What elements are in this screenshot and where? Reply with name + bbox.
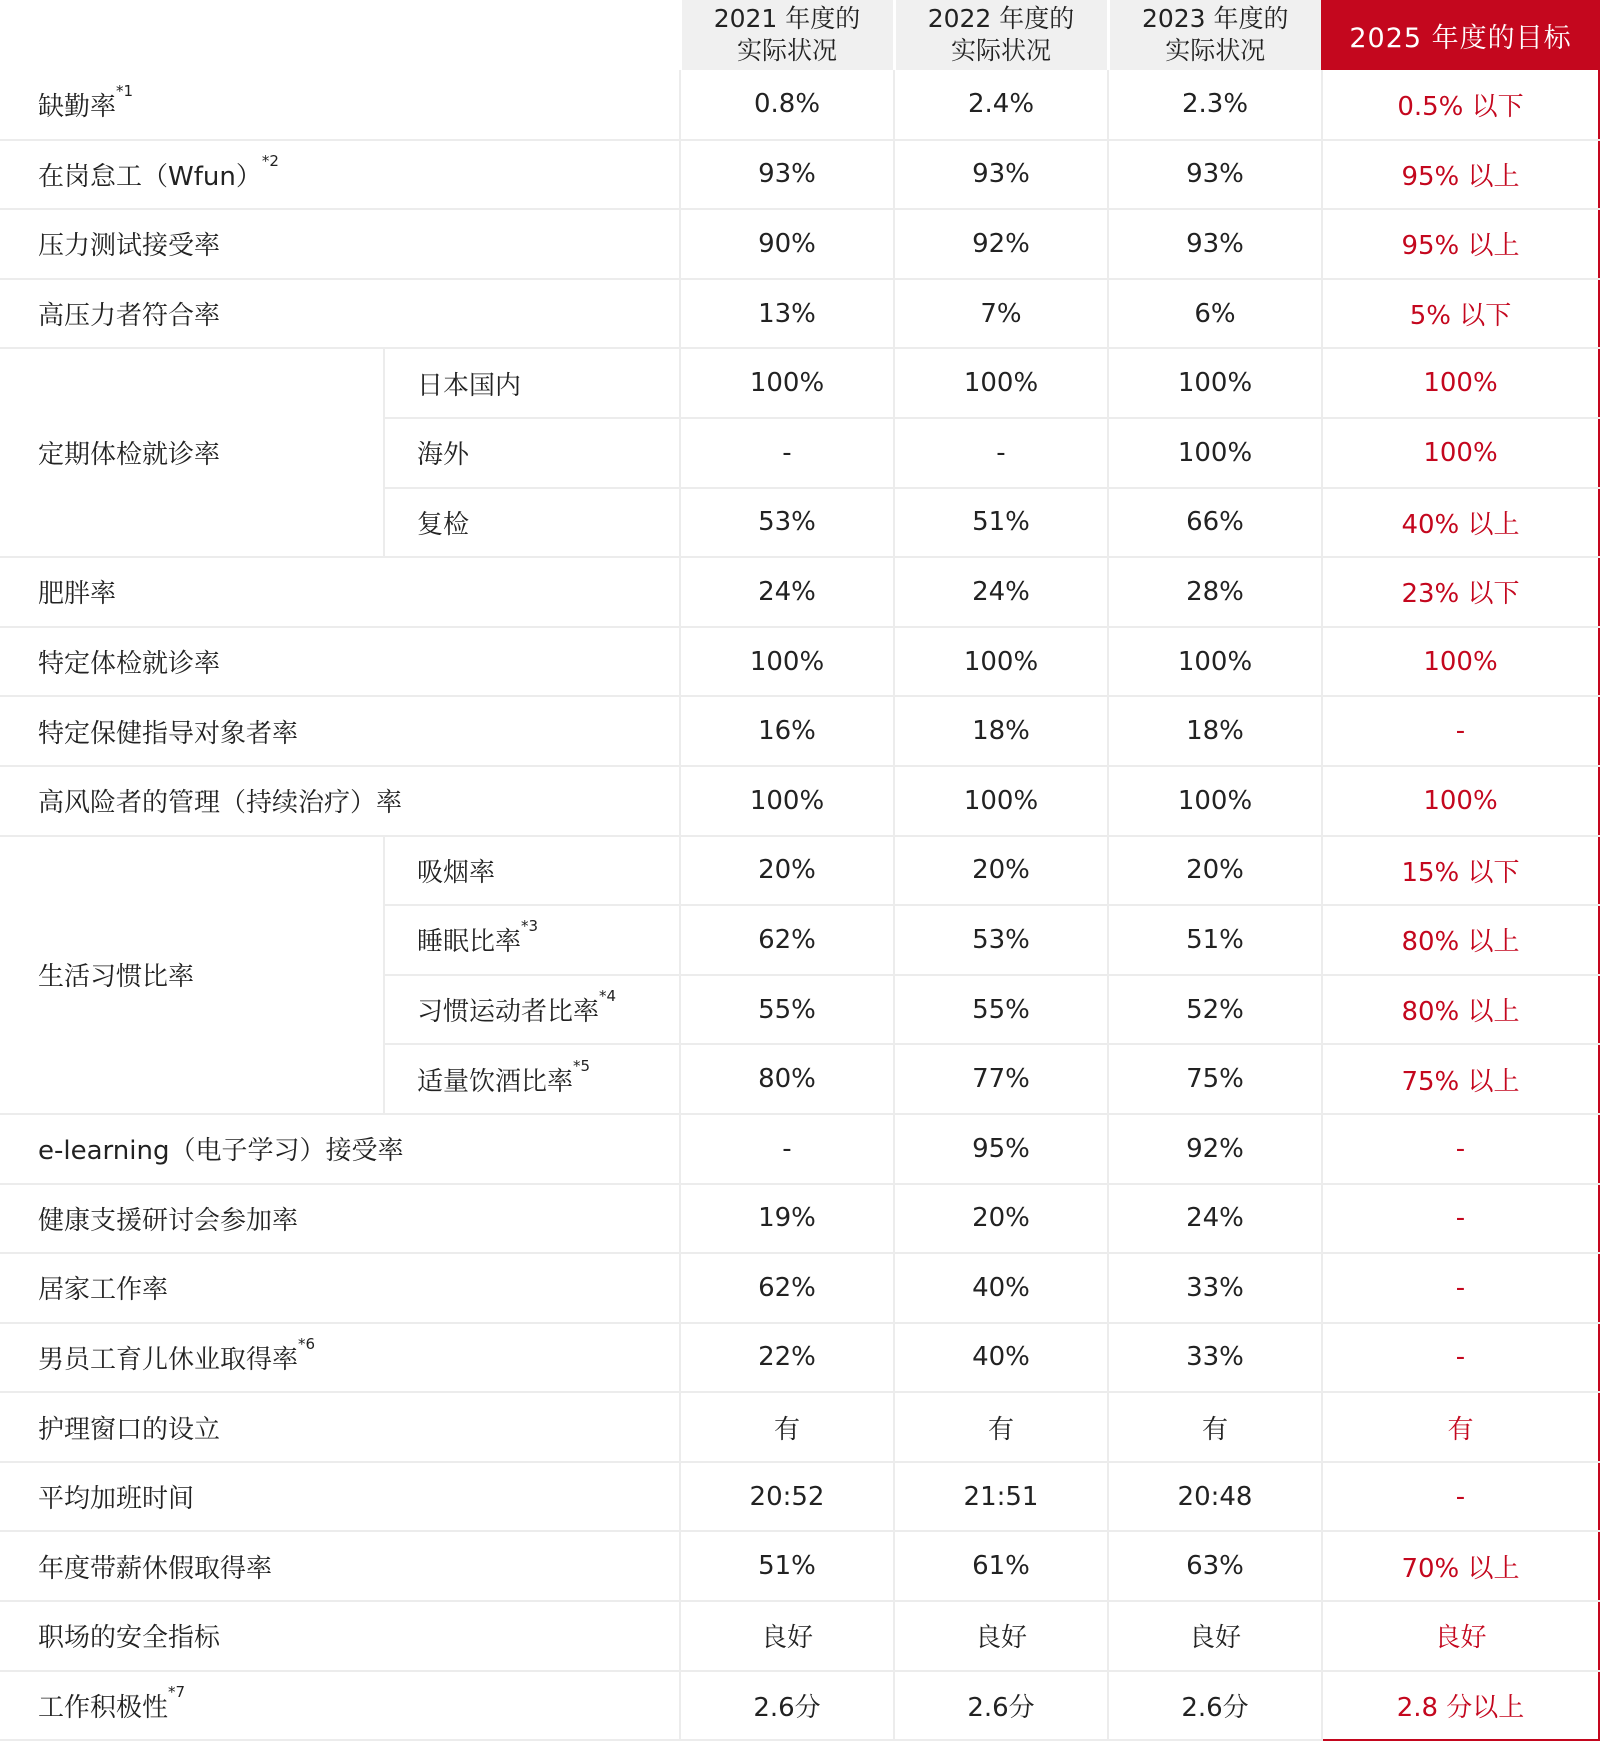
right-gap — [1599, 766, 1605, 836]
value-2021: 62% — [680, 1253, 894, 1323]
right-gap — [1599, 627, 1605, 697]
header-2021 — [680, 0, 894, 70]
table-row — [0, 209, 1605, 279]
value-2021: 90% — [680, 209, 894, 279]
value-2022: 100% — [894, 627, 1108, 697]
value-2021: 80% — [680, 1044, 894, 1114]
value-2023: 93% — [1108, 209, 1322, 279]
value-2021: 22% — [680, 1323, 894, 1393]
right-gap — [1599, 1392, 1605, 1462]
target-2025: 23% 以下 — [1322, 557, 1599, 627]
row-label-text: 压力测试接受率 — [38, 231, 221, 262]
table-row — [0, 1531, 1605, 1601]
value-2022: 良好 — [894, 1601, 1108, 1671]
row-label-text: 吸烟率 — [417, 857, 496, 888]
table-row — [0, 627, 1605, 697]
value-2021: 100% — [680, 627, 894, 697]
row-sub-label — [384, 488, 680, 558]
value-2022: 40% — [894, 1323, 1108, 1393]
target-2025: 5% 以下 — [1322, 279, 1599, 349]
row-label — [0, 696, 680, 766]
value-2021: 20:52 — [680, 1462, 894, 1532]
value-2021: 19% — [680, 1184, 894, 1254]
footnote-marker: *3 — [521, 917, 539, 936]
value-2023: 20:48 — [1108, 1462, 1322, 1532]
value-2022: 2.6分 — [894, 1671, 1108, 1741]
value-2023: 66% — [1108, 488, 1322, 558]
value-2022: 40% — [894, 1253, 1108, 1323]
value-2022: 92% — [894, 209, 1108, 279]
value-2023: 33% — [1108, 1323, 1322, 1393]
table-body — [0, 70, 1605, 1740]
table-row — [0, 1392, 1605, 1462]
value-2023: 93% — [1108, 140, 1322, 210]
value-2022: 18% — [894, 696, 1108, 766]
value-2021: 53% — [680, 488, 894, 558]
value-2023: 20% — [1108, 836, 1322, 906]
value-2023: 51% — [1108, 905, 1322, 975]
row-sub-label — [384, 418, 680, 488]
target-2025: - — [1322, 1462, 1599, 1532]
value-2023: 100% — [1108, 627, 1322, 697]
value-2022: 100% — [894, 766, 1108, 836]
row-label-text: 护理窗口的设立 — [38, 1414, 221, 1445]
value-2022: 53% — [894, 905, 1108, 975]
value-2021: 62% — [680, 905, 894, 975]
row-label-text: 职场的安全指标 — [38, 1623, 221, 1654]
target-2025: 70% 以上 — [1322, 1531, 1599, 1601]
row-label-text: 适量饮酒比率 — [417, 1066, 574, 1097]
right-gap — [1599, 348, 1605, 418]
value-2022: 61% — [894, 1531, 1108, 1601]
right-gap — [1599, 975, 1605, 1045]
value-2023: 有 — [1108, 1392, 1322, 1462]
value-2022: 77% — [894, 1044, 1108, 1114]
row-label — [0, 1531, 680, 1601]
value-2022: 55% — [894, 975, 1108, 1045]
footnote-marker: *5 — [573, 1056, 591, 1075]
table-row — [0, 1601, 1605, 1671]
right-gap — [1599, 1044, 1605, 1114]
value-2022: 100% — [894, 348, 1108, 418]
row-label — [0, 1601, 680, 1671]
target-2025: 有 — [1322, 1392, 1599, 1462]
value-2023: 33% — [1108, 1253, 1322, 1323]
target-2025: 100% — [1322, 627, 1599, 697]
value-2022: 有 — [894, 1392, 1108, 1462]
table-row — [0, 836, 1605, 906]
row-label-text: 工作积极性 — [38, 1692, 169, 1723]
header-2022 — [894, 0, 1108, 70]
value-2022: 21:51 — [894, 1462, 1108, 1532]
table-row — [0, 1114, 1605, 1184]
row-label-text: 复检 — [417, 509, 470, 540]
target-2025: 100% — [1322, 348, 1599, 418]
header-2023 — [1108, 0, 1322, 70]
row-sub-label — [384, 836, 680, 906]
right-gap — [1599, 1253, 1605, 1323]
row-label-text: 平均加班时间 — [38, 1484, 195, 1515]
row-label — [0, 557, 680, 627]
row-label-text: 男员工育儿休业取得率 — [38, 1344, 299, 1375]
target-2025: 40% 以上 — [1322, 488, 1599, 558]
row-label — [0, 1323, 680, 1393]
table-row — [0, 1253, 1605, 1323]
value-2023: 6% — [1108, 279, 1322, 349]
value-2023: 良好 — [1108, 1601, 1322, 1671]
row-label — [0, 1253, 680, 1323]
table-row — [0, 140, 1605, 210]
right-gap — [1599, 418, 1605, 488]
right-gap — [1599, 836, 1605, 906]
row-label — [0, 766, 680, 836]
right-gap — [1599, 905, 1605, 975]
value-2021: - — [680, 1114, 894, 1184]
target-2025: - — [1322, 1323, 1599, 1393]
header-row — [0, 0, 1605, 70]
target-2025: 95% 以上 — [1322, 209, 1599, 279]
right-gap — [1599, 488, 1605, 558]
value-2021: 13% — [680, 279, 894, 349]
right-gap — [1599, 1323, 1605, 1393]
value-2021: 20% — [680, 836, 894, 906]
target-2025: 良好 — [1322, 1601, 1599, 1671]
target-2025: 100% — [1322, 418, 1599, 488]
value-2023: 75% — [1108, 1044, 1322, 1114]
row-label — [0, 140, 680, 210]
target-2025: 100% — [1322, 766, 1599, 836]
table-row — [0, 557, 1605, 627]
value-2023: 24% — [1108, 1184, 1322, 1254]
right-gap — [1599, 140, 1605, 210]
value-2021: - — [680, 418, 894, 488]
target-2025: - — [1322, 1253, 1599, 1323]
right-gap — [1599, 1671, 1605, 1741]
row-label — [0, 1671, 680, 1741]
header-target-2025: 2025 年度的目标 — [1322, 0, 1599, 70]
row-label — [0, 1114, 680, 1184]
row-label-text: 健康支援研讨会参加率 — [38, 1205, 299, 1236]
target-2025: 80% 以上 — [1322, 905, 1599, 975]
row-label-text: e-learning（电子学习）接受率 — [38, 1136, 404, 1167]
target-2025: 80% 以上 — [1322, 975, 1599, 1045]
row-sub-label — [384, 348, 680, 418]
value-2022: 2.4% — [894, 70, 1108, 140]
value-2021: 0.8% — [680, 70, 894, 140]
value-2023: 100% — [1108, 766, 1322, 836]
header-2021-line2: 实际状况 — [736, 36, 837, 65]
value-2023: 100% — [1108, 348, 1322, 418]
value-2023: 92% — [1108, 1114, 1322, 1184]
value-2023: 2.6分 — [1108, 1671, 1322, 1741]
row-label-text: 睡眠比率 — [417, 927, 522, 958]
target-2025: 75% 以上 — [1322, 1044, 1599, 1114]
target-2025: 0.5% 以下 — [1322, 70, 1599, 140]
header-2021-line1: 2021 年度的 — [713, 4, 861, 33]
row-label-text: 在岗怠工（Wfun） — [38, 161, 262, 192]
table-row — [0, 766, 1605, 836]
header-2022-line1: 2022 年度的 — [927, 4, 1075, 33]
value-2023: 100% — [1108, 418, 1322, 488]
value-2021: 有 — [680, 1392, 894, 1462]
value-2022: 24% — [894, 557, 1108, 627]
row-label — [0, 1184, 680, 1254]
target-2025: - — [1322, 1114, 1599, 1184]
target-2025: 95% 以上 — [1322, 140, 1599, 210]
target-2025: - — [1322, 696, 1599, 766]
row-label-text: 缺勤率 — [38, 91, 117, 122]
value-2021: 51% — [680, 1531, 894, 1601]
row-label-text: 习惯运动者比率 — [417, 997, 600, 1028]
row-sub-label — [384, 905, 680, 975]
target-2025: - — [1322, 1184, 1599, 1254]
row-label-text: 日本国内 — [417, 370, 522, 401]
right-gap — [1599, 209, 1605, 279]
right-gap — [1599, 696, 1605, 766]
row-label — [0, 70, 680, 140]
footnote-marker: *7 — [168, 1682, 186, 1701]
right-gap — [1599, 1462, 1605, 1532]
value-2022: 20% — [894, 836, 1108, 906]
value-2023: 63% — [1108, 1531, 1322, 1601]
table-row — [0, 1184, 1605, 1254]
table-row — [0, 70, 1605, 140]
header-2023-line2: 实际状况 — [1165, 36, 1266, 65]
table-row — [0, 1323, 1605, 1393]
header-2022-line2: 实际状况 — [950, 36, 1051, 65]
value-2023: 18% — [1108, 696, 1322, 766]
value-2021: 16% — [680, 696, 894, 766]
right-gap — [1599, 1531, 1605, 1601]
value-2021: 93% — [680, 140, 894, 210]
table-row — [0, 279, 1605, 349]
right-gap — [1599, 1184, 1605, 1254]
header-2023-line1: 2023 年度的 — [1141, 4, 1289, 33]
footnote-marker: *6 — [298, 1334, 316, 1353]
row-label — [0, 1392, 680, 1462]
row-label-text: 海外 — [417, 440, 470, 471]
header-gap — [1599, 0, 1605, 70]
header-blank — [0, 0, 680, 70]
row-label-text: 特定体检就诊率 — [38, 649, 221, 680]
value-2022: - — [894, 418, 1108, 488]
right-gap — [1599, 279, 1605, 349]
value-2021: 2.6分 — [680, 1671, 894, 1741]
row-label-text: 高风险者的管理（持续治疗）率 — [38, 788, 403, 819]
value-2022: 51% — [894, 488, 1108, 558]
value-2023: 28% — [1108, 557, 1322, 627]
row-sub-label — [384, 975, 680, 1045]
value-2022: 95% — [894, 1114, 1108, 1184]
right-gap — [1599, 70, 1605, 140]
row-label-text: 肥胖率 — [38, 579, 117, 610]
value-2021: 100% — [680, 766, 894, 836]
row-label — [0, 627, 680, 697]
row-label — [0, 279, 680, 349]
table-row — [0, 696, 1605, 766]
value-2021: 24% — [680, 557, 894, 627]
target-2025: 2.8 分以上 — [1322, 1671, 1599, 1741]
row-label-text: 居家工作率 — [38, 1275, 169, 1306]
right-gap — [1599, 1114, 1605, 1184]
footnote-marker: *2 — [261, 151, 279, 170]
right-gap — [1599, 1601, 1605, 1671]
footnote-marker: *1 — [116, 81, 134, 100]
value-2021: 55% — [680, 975, 894, 1045]
table-row — [0, 1671, 1605, 1741]
right-gap — [1599, 557, 1605, 627]
row-label — [0, 209, 680, 279]
value-2022: 7% — [894, 279, 1108, 349]
row-sub-label — [384, 1044, 680, 1114]
row-label-text: 年度带薪休假取得率 — [38, 1553, 273, 1584]
table-row — [0, 348, 1605, 418]
target-2025: 15% 以下 — [1322, 836, 1599, 906]
value-2022: 93% — [894, 140, 1108, 210]
value-2023: 52% — [1108, 975, 1322, 1045]
row-label-text: 特定保健指导对象者率 — [38, 718, 299, 749]
value-2022: 20% — [894, 1184, 1108, 1254]
row-group-label: 生活习惯比率 — [0, 836, 384, 1114]
value-2023: 2.3% — [1108, 70, 1322, 140]
footnote-marker: *4 — [599, 987, 617, 1006]
value-2021: 100% — [680, 348, 894, 418]
row-label-text: 高压力者符合率 — [38, 301, 221, 332]
row-label — [0, 1462, 680, 1532]
table-row — [0, 1462, 1605, 1532]
row-group-label: 定期体检就诊率 — [0, 348, 384, 557]
value-2021: 良好 — [680, 1601, 894, 1671]
